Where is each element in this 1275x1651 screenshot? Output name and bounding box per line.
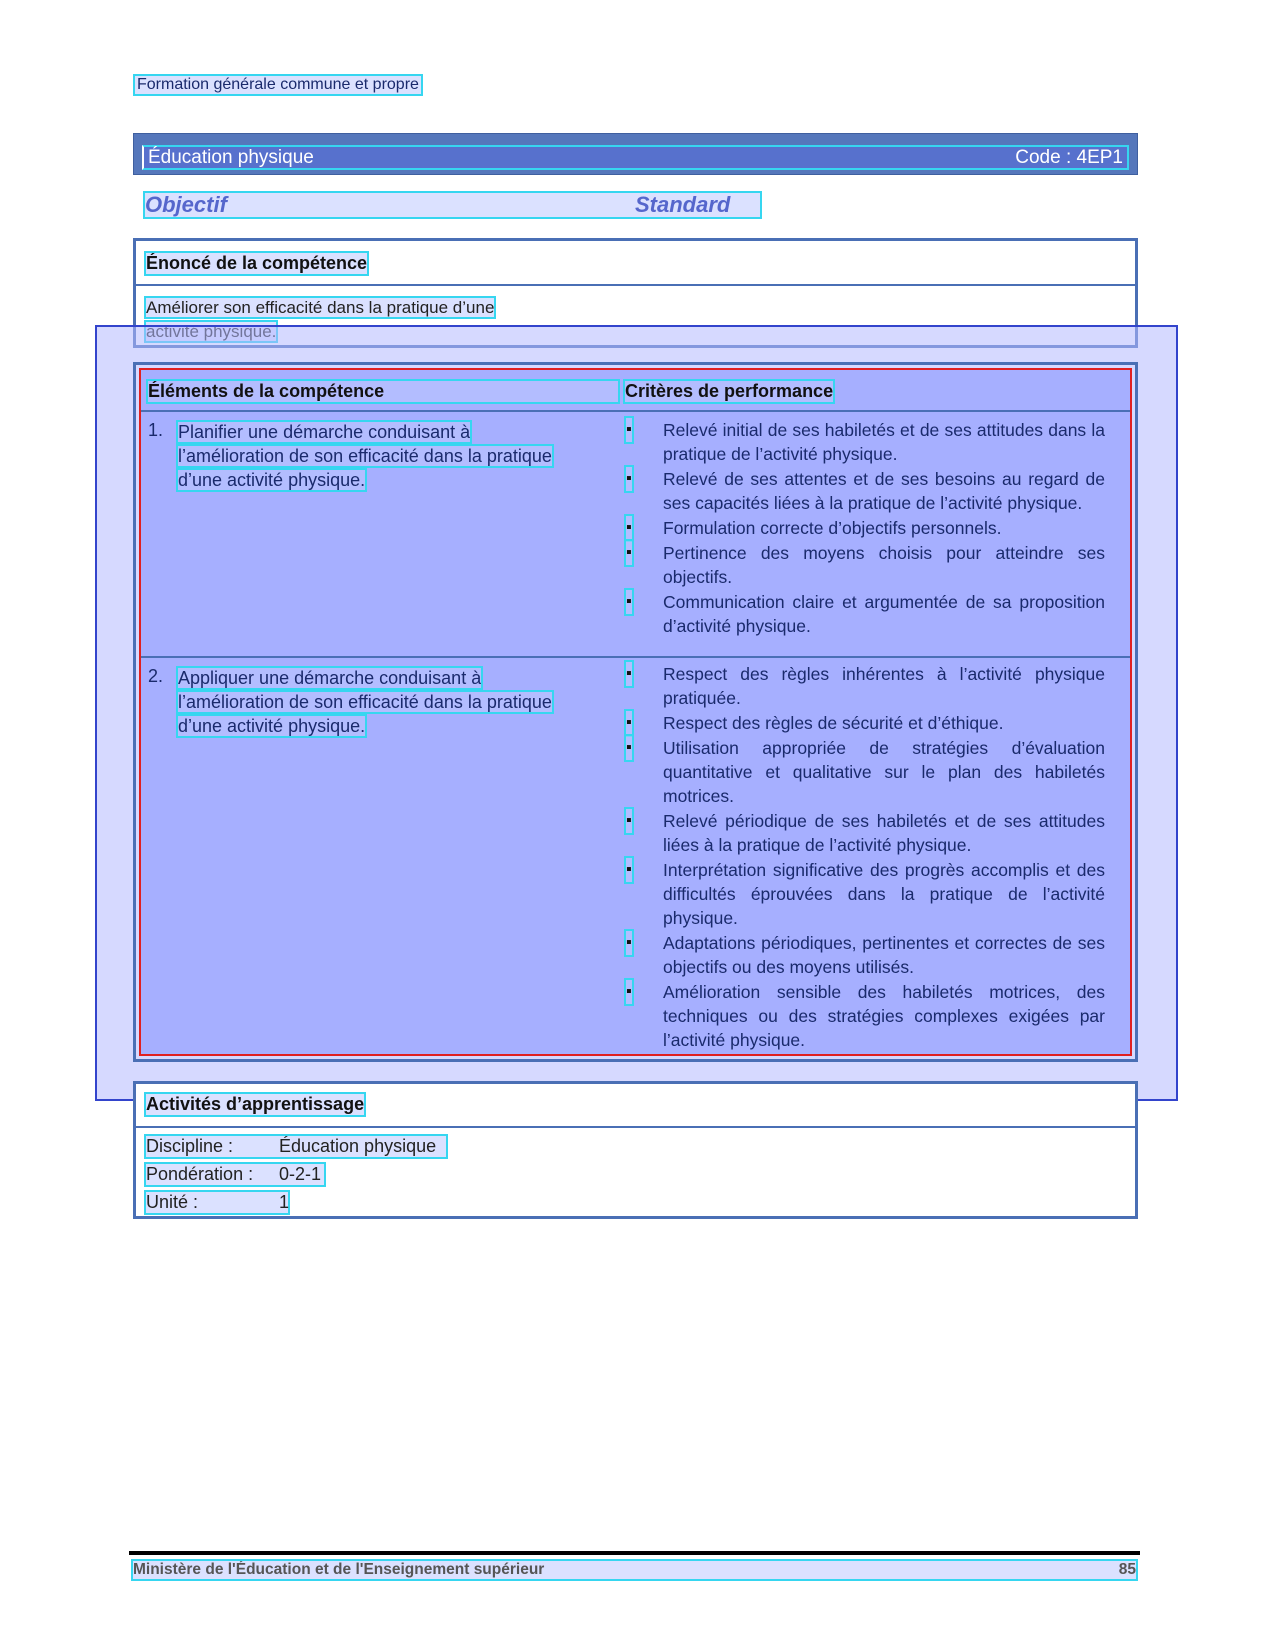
bullet-icon: ▪ [626, 662, 632, 686]
bullet-icon: ▪ [626, 516, 632, 540]
bullet-icon: ▪ [626, 590, 632, 614]
criterion-item: ▪ Relevé périodique de ses habiletés et de ses attitudes liées à la pratique de l’activité physique. [626, 811, 1105, 855]
header-divider [141, 410, 1130, 412]
footer-rule [129, 1551, 1140, 1555]
element-line: Appliquer une démarche conduisant à [178, 668, 482, 688]
unite-value: 1 [279, 1192, 290, 1212]
criterion-item: ▪ Utilisation appropriée de stratégies d’évaluation quantitative et qualitative sur le plan des habiletés motrices. [626, 738, 1105, 806]
unite-label: Unité : [146, 1192, 199, 1212]
bullet-icon: ▪ [626, 418, 632, 442]
element-line: d’une activité physique. [178, 716, 366, 736]
row-divider [141, 656, 1130, 658]
course-name: Éducation physique [148, 146, 314, 168]
element-line: Planifier une démarche conduisant à [178, 422, 471, 442]
criterion-item: ▪ Interprétation significative des progrès accomplis et des difficultés éprouvées dans la pratique de l’activité physique. [626, 860, 1105, 928]
criterion-item: ▪ Respect des règles de sécurité et d’éthique. [626, 713, 1004, 733]
ponderation-value: 0-2-1 [279, 1164, 322, 1184]
enonce-line-1: Améliorer son efficacité dans la pratique d’une [146, 298, 495, 317]
element-line: l’amélioration de son efficacité dans la pratique [178, 446, 552, 466]
elements-criteria-table [133, 362, 1138, 1062]
criterion-item: ▪ Pertinence des moyens choisis pour atteindre ses objectifs. [626, 543, 1105, 587]
unite-row [146, 1192, 288, 1213]
discipline-row [146, 1136, 446, 1157]
criteria-list-2 [625, 662, 1105, 1053]
activites-divider [136, 1126, 1135, 1128]
objectif-standard-row [145, 193, 760, 217]
discipline-label: Discipline : [146, 1136, 234, 1156]
criterion-item: ▪ Respect des règles inhérentes à l’activité physique pratiquée. [626, 664, 1105, 708]
bullet-icon: ▪ [626, 809, 632, 833]
footer-ministry: Ministère de l'Éducation et de l'Enseignement supérieur [133, 1561, 545, 1578]
discipline-value: Éducation physique [279, 1136, 437, 1156]
bullet-icon: ▪ [626, 858, 632, 882]
course-code: Code : 4EP1 [1015, 146, 1123, 168]
page-footer [133, 1561, 1136, 1579]
page-number: 85 [1118, 1561, 1136, 1578]
enonce-divider [136, 284, 1135, 286]
element-1-text [178, 420, 638, 492]
bullet-icon: ▪ [626, 980, 632, 1004]
course-title-bar [133, 133, 1138, 175]
element-number: 2. [148, 666, 164, 686]
bullet-icon: ▪ [626, 467, 632, 491]
section-label: Formation générale commune et propre [137, 76, 419, 93]
objectif-label: Objectif [145, 192, 227, 217]
criterion-item: ▪ Communication claire et argumentée de sa proposition d’activité physique. [626, 592, 1105, 636]
activites-apprentissage-box [133, 1081, 1138, 1219]
standard-label: Standard [635, 192, 731, 217]
bullet-icon: ▪ [626, 711, 632, 735]
element-line: l’amélioration de son efficacité dans la pratique [178, 692, 552, 712]
criterion-item: ▪ Amélioration sensible des habiletés motrices, des techniques ou des stratégies complexes exigées par l’activité physique. [626, 982, 1105, 1050]
criterion-item: ▪ Formulation correcte d’objectifs personnels. [626, 518, 1002, 538]
criterion-item: ▪ Relevé de ses attentes et de ses besoins au regard de ses capacités liées à la pratique de l’activité physique. [626, 469, 1105, 513]
bullet-icon: ▪ [626, 931, 632, 955]
ponderation-row [146, 1164, 324, 1185]
activites-title: Activités d’apprentissage [146, 1094, 365, 1114]
criteria-list-1 [625, 418, 1105, 639]
bullet-icon: ▪ [626, 541, 632, 565]
criterion-item: ▪ Relevé initial de ses habiletés et de ses attitudes dans la pratique de l’activité physique. [626, 420, 1105, 464]
element-number: 1. [148, 420, 164, 440]
criteria-column-header: Critères de performance [625, 381, 834, 401]
ponderation-label: Pondération : [146, 1164, 254, 1184]
bullet-icon: ▪ [626, 736, 632, 760]
criterion-item: ▪ Adaptations périodiques, pertinentes et correctes de ses objectifs ou des moyens utilisés. [626, 933, 1105, 977]
enonce-title: Énoncé de la compétence [146, 253, 368, 273]
element-line: d’une activité physique. [178, 470, 366, 490]
elements-column-header: Éléments de la compétence [148, 381, 618, 402]
element-2-text [178, 666, 638, 738]
